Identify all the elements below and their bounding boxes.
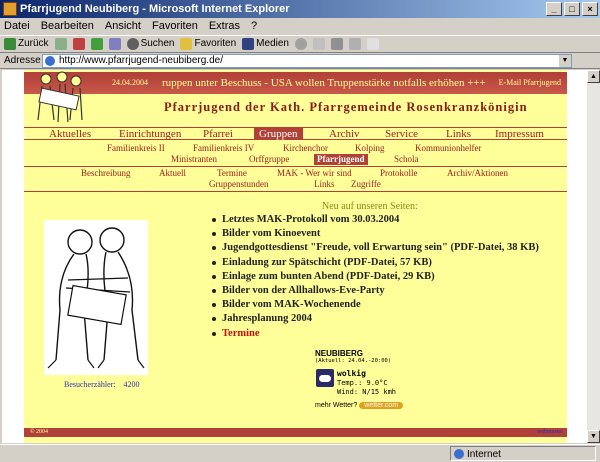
search-label: Suchen [140, 38, 175, 49]
nav-aktuell[interactable]: Aktuell [159, 168, 186, 178]
title-bar [0, 0, 600, 18]
nav-einrichtungen[interactable]: Einrichtungen [119, 128, 182, 140]
media-label: Medien [256, 38, 289, 49]
news-item[interactable]: Einlage zum bunten Abend (PDF-Datei, 29 KB) [212, 270, 539, 284]
nav-protokolle[interactable]: Protokolle [380, 168, 418, 178]
nav-familienkreis-2[interactable]: Familienkreis II [107, 143, 165, 153]
page-icon [45, 56, 55, 66]
menu-favoriten[interactable]: Favoriten [151, 20, 198, 32]
footer [24, 428, 567, 437]
group-nav-row2 [24, 154, 567, 165]
refresh-button[interactable] [91, 38, 103, 50]
weather-city: NEUBIBERG [315, 349, 364, 358]
nav-mak[interactable]: MAK - Wer wir sind [277, 168, 352, 178]
counter-label: Besucherzähler: [64, 380, 116, 389]
group-nav-row1 [24, 143, 567, 154]
security-zone [450, 446, 596, 461]
weather-updated: (Aktuell: 24.04.-20:00) [315, 358, 392, 364]
back-label: Zurück [18, 38, 49, 49]
address-input[interactable] [42, 54, 572, 68]
stop-button[interactable] [73, 38, 85, 50]
menu-datei[interactable]: Datei [4, 20, 30, 32]
menu-ansicht[interactable]: Ansicht [104, 20, 141, 32]
scroll-down-icon[interactable]: ▼ [587, 430, 600, 443]
more-weather-label: mehr Wetter? [315, 402, 358, 409]
mail-button[interactable] [313, 38, 325, 50]
nav-beschreibung[interactable]: Beschreibung [81, 168, 131, 178]
web-page [24, 70, 567, 443]
discuss-button[interactable] [367, 38, 379, 50]
toolbar [0, 35, 600, 53]
scroll-up-icon[interactable]: ▲ [587, 70, 600, 83]
status-bar [0, 444, 600, 461]
email-link[interactable]: E-Mail Pfarrjugend [498, 78, 561, 87]
nav-archiv-aktionen[interactable]: Archiv/Aktionen [447, 168, 508, 178]
nav-sub-links[interactable]: Links [314, 179, 335, 189]
zone-label: Internet [467, 449, 501, 460]
refresh-icon [91, 38, 103, 50]
print-button[interactable] [331, 38, 343, 50]
visitor-counter [64, 380, 140, 389]
sub-nav-row1 [24, 168, 567, 179]
window-title: Pfarrjugend Neubiberg - Microsoft Internet Explorer [20, 3, 290, 15]
nav-gruppenstunden[interactable]: Gruppenstunden [209, 179, 269, 189]
back-arrow-icon [4, 38, 16, 50]
vertical-scrollbar[interactable] [587, 70, 600, 443]
nav-kolping[interactable]: Kolping [355, 143, 385, 153]
discuss-icon [367, 38, 379, 50]
history-icon [295, 38, 307, 50]
history-button[interactable] [295, 38, 307, 50]
news-item[interactable]: Letztes MAK-Protokoll vom 30.03.2004 [212, 213, 539, 227]
search-button[interactable] [127, 36, 175, 52]
weather-temp: Temp.: 9.0°C [337, 379, 388, 387]
forward-arrow-icon [55, 38, 67, 50]
sub-nav-row2 [24, 179, 567, 190]
nav-archiv[interactable]: Archiv [329, 128, 360, 140]
address-label: Adresse [4, 55, 41, 66]
banner-date: 24.04.2004 [112, 78, 148, 87]
back-button[interactable] [4, 36, 49, 52]
nav-kirchenchor[interactable]: Kirchenchor [283, 143, 328, 153]
star-icon [180, 38, 192, 50]
nav-divider [24, 166, 567, 167]
site-title: Pfarrjugend der Kath. Pfarrgemeinde Rosenkranzkönigin [164, 100, 528, 114]
media-button[interactable] [242, 36, 289, 52]
nav-ministranten[interactable]: Ministranten [171, 154, 217, 164]
weather-condition: wolkig [337, 369, 366, 378]
more-weather [315, 402, 403, 409]
news-item[interactable]: Einladung zur Spätschicht (PDF-Datei, 57 KB) [212, 256, 539, 270]
nav-pfarrjugend[interactable]: Pfarrjugend [314, 154, 368, 165]
group-drawing-image [44, 220, 148, 375]
favorites-label: Favoriten [194, 38, 237, 49]
ie-icon [3, 2, 17, 16]
nav-links[interactable]: Links [446, 128, 472, 140]
main-nav [24, 127, 567, 140]
news-ticker[interactable]: ruppen unter Beschuss - USA wollen Truppenstärke notfalls erhöhen +++ [162, 77, 486, 89]
menu-bar [0, 18, 600, 35]
favorites-button[interactable] [180, 36, 236, 52]
counter-value: 4200 [123, 380, 140, 389]
nav-aktuelles[interactable]: Aktuelles [49, 128, 92, 140]
news-item[interactable]: Bilder von der Allhallows-Eve-Party [212, 284, 539, 298]
forward-button[interactable] [55, 38, 67, 50]
weather-widget [315, 349, 425, 415]
menu-extras[interactable]: Extras [208, 20, 241, 32]
page-viewport [2, 70, 587, 443]
home-icon [109, 38, 121, 50]
address-bar [0, 53, 600, 69]
chevron-down-icon[interactable]: ▼ [559, 55, 571, 67]
news-item[interactable]: Jahresplanung 2004 [212, 312, 539, 326]
nav-service[interactable]: Service [385, 128, 418, 140]
top-banner [24, 72, 567, 94]
search-icon [127, 38, 139, 50]
content-divider [24, 191, 567, 192]
logo[interactable] [32, 70, 88, 128]
address-url: http://www.pfarrjugend-neubiberg.de/ [59, 55, 223, 66]
home-button[interactable] [109, 38, 121, 50]
close-button[interactable]: × [582, 2, 598, 16]
copyright: © 2004 [30, 429, 49, 435]
news-item[interactable]: Bilder vom MAK-Wochenende [212, 298, 539, 312]
nav-familienkreis-4[interactable]: Familienkreis IV [193, 143, 255, 153]
news-list [212, 213, 539, 341]
stop-icon [73, 38, 85, 50]
globe-icon [454, 449, 464, 459]
maximize-button[interactable]: □ [564, 2, 580, 16]
minimize-button[interactable]: _ [546, 2, 562, 16]
nav-kommunionhelfer[interactable]: Kommunionhelfer [415, 143, 482, 153]
menu-help[interactable]: ? [251, 20, 258, 32]
nav-pfarrei[interactable]: Pfarrei [203, 128, 233, 140]
nav-termine[interactable]: Termine [217, 168, 247, 178]
nav-gruppen[interactable]: Gruppen [254, 128, 303, 140]
nav-schola[interactable]: Schola [394, 154, 419, 164]
news-item[interactable]: Jugendgottesdienst "Freude, voll Erwartung sein" (PDF-Datei, 38 KB) [212, 241, 539, 255]
cloud-icon [316, 369, 334, 387]
menu-bearbeiten[interactable]: Bearbeiten [40, 20, 94, 32]
weather-wind: Wind: N/15 kmh [337, 388, 397, 396]
news-item[interactable]: Bilder vom Kinoevent [212, 227, 539, 241]
nav-impressum[interactable]: Impressum [495, 128, 544, 140]
print-icon [331, 38, 343, 50]
wetter-com-button[interactable]: wetter.com [359, 402, 403, 409]
media-icon [242, 38, 254, 50]
webmaster-link[interactable]: webmaster [537, 429, 563, 435]
edit-icon [349, 38, 361, 50]
edit-button[interactable] [349, 38, 361, 50]
news-heading: Neu auf unseren Seiten: [322, 201, 418, 212]
nav-orffgruppe[interactable]: Orffgruppe [249, 154, 290, 164]
nav-zugriffe[interactable]: Zugriffe [351, 179, 381, 189]
news-item-termine[interactable]: Termine [212, 327, 539, 341]
mail-icon [313, 38, 325, 50]
